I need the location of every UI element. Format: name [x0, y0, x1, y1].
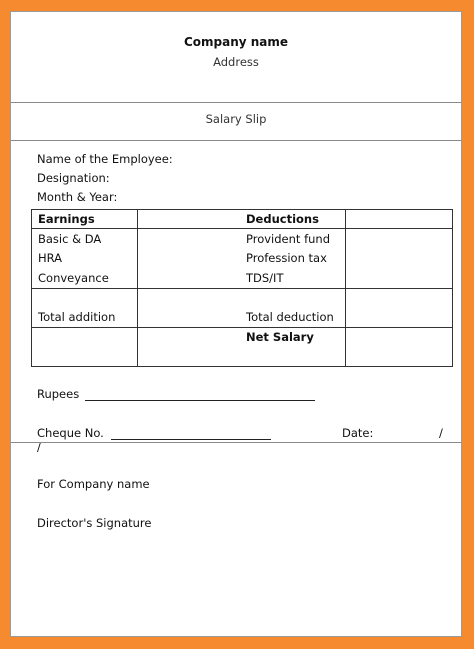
- director-signature-label: Director's Signature: [37, 516, 152, 530]
- deduction-item: Provident fund: [246, 232, 330, 246]
- total-deduction-label: Total deduction: [246, 310, 334, 324]
- earnings-header: Earnings: [38, 212, 95, 226]
- deduction-item: TDS/IT: [246, 271, 284, 285]
- date-separator: /: [37, 440, 41, 454]
- deductions-header: Deductions: [246, 212, 319, 226]
- rupees-label: Rupees: [37, 387, 80, 401]
- for-company-label: For Company name: [37, 477, 150, 491]
- title-divider: [11, 140, 461, 141]
- date-label: Date:: [342, 426, 374, 440]
- salary-table: [31, 209, 453, 367]
- company-name: Company name: [183, 35, 289, 49]
- salary-slip-document: [10, 11, 462, 637]
- footer-divider: [11, 442, 461, 443]
- header-divider: [11, 102, 461, 103]
- employee-name-label: Name of the Employee:: [37, 152, 173, 166]
- total-addition-label: Total addition: [38, 310, 116, 324]
- earning-item: Basic & DA: [38, 232, 102, 246]
- rupees-line: [37, 387, 315, 401]
- date-separator: /: [439, 426, 443, 440]
- company-address: Address: [213, 55, 259, 69]
- deduction-item: Profession tax: [246, 251, 327, 265]
- rupees-blank: [85, 389, 315, 401]
- earning-item: HRA: [38, 251, 63, 265]
- row-divider: [32, 288, 452, 289]
- row-divider: [32, 228, 452, 229]
- cheque-line: [37, 426, 271, 440]
- designation-label: Designation:: [37, 171, 110, 185]
- cheque-label: Cheque No.: [37, 426, 104, 440]
- row-divider: [32, 327, 452, 328]
- month-year-label: Month & Year:: [37, 190, 118, 204]
- earning-item: Conveyance: [38, 271, 109, 285]
- net-salary-label: Net Salary: [246, 330, 314, 344]
- document-title: Salary Slip: [205, 112, 267, 126]
- cheque-blank: [111, 428, 271, 440]
